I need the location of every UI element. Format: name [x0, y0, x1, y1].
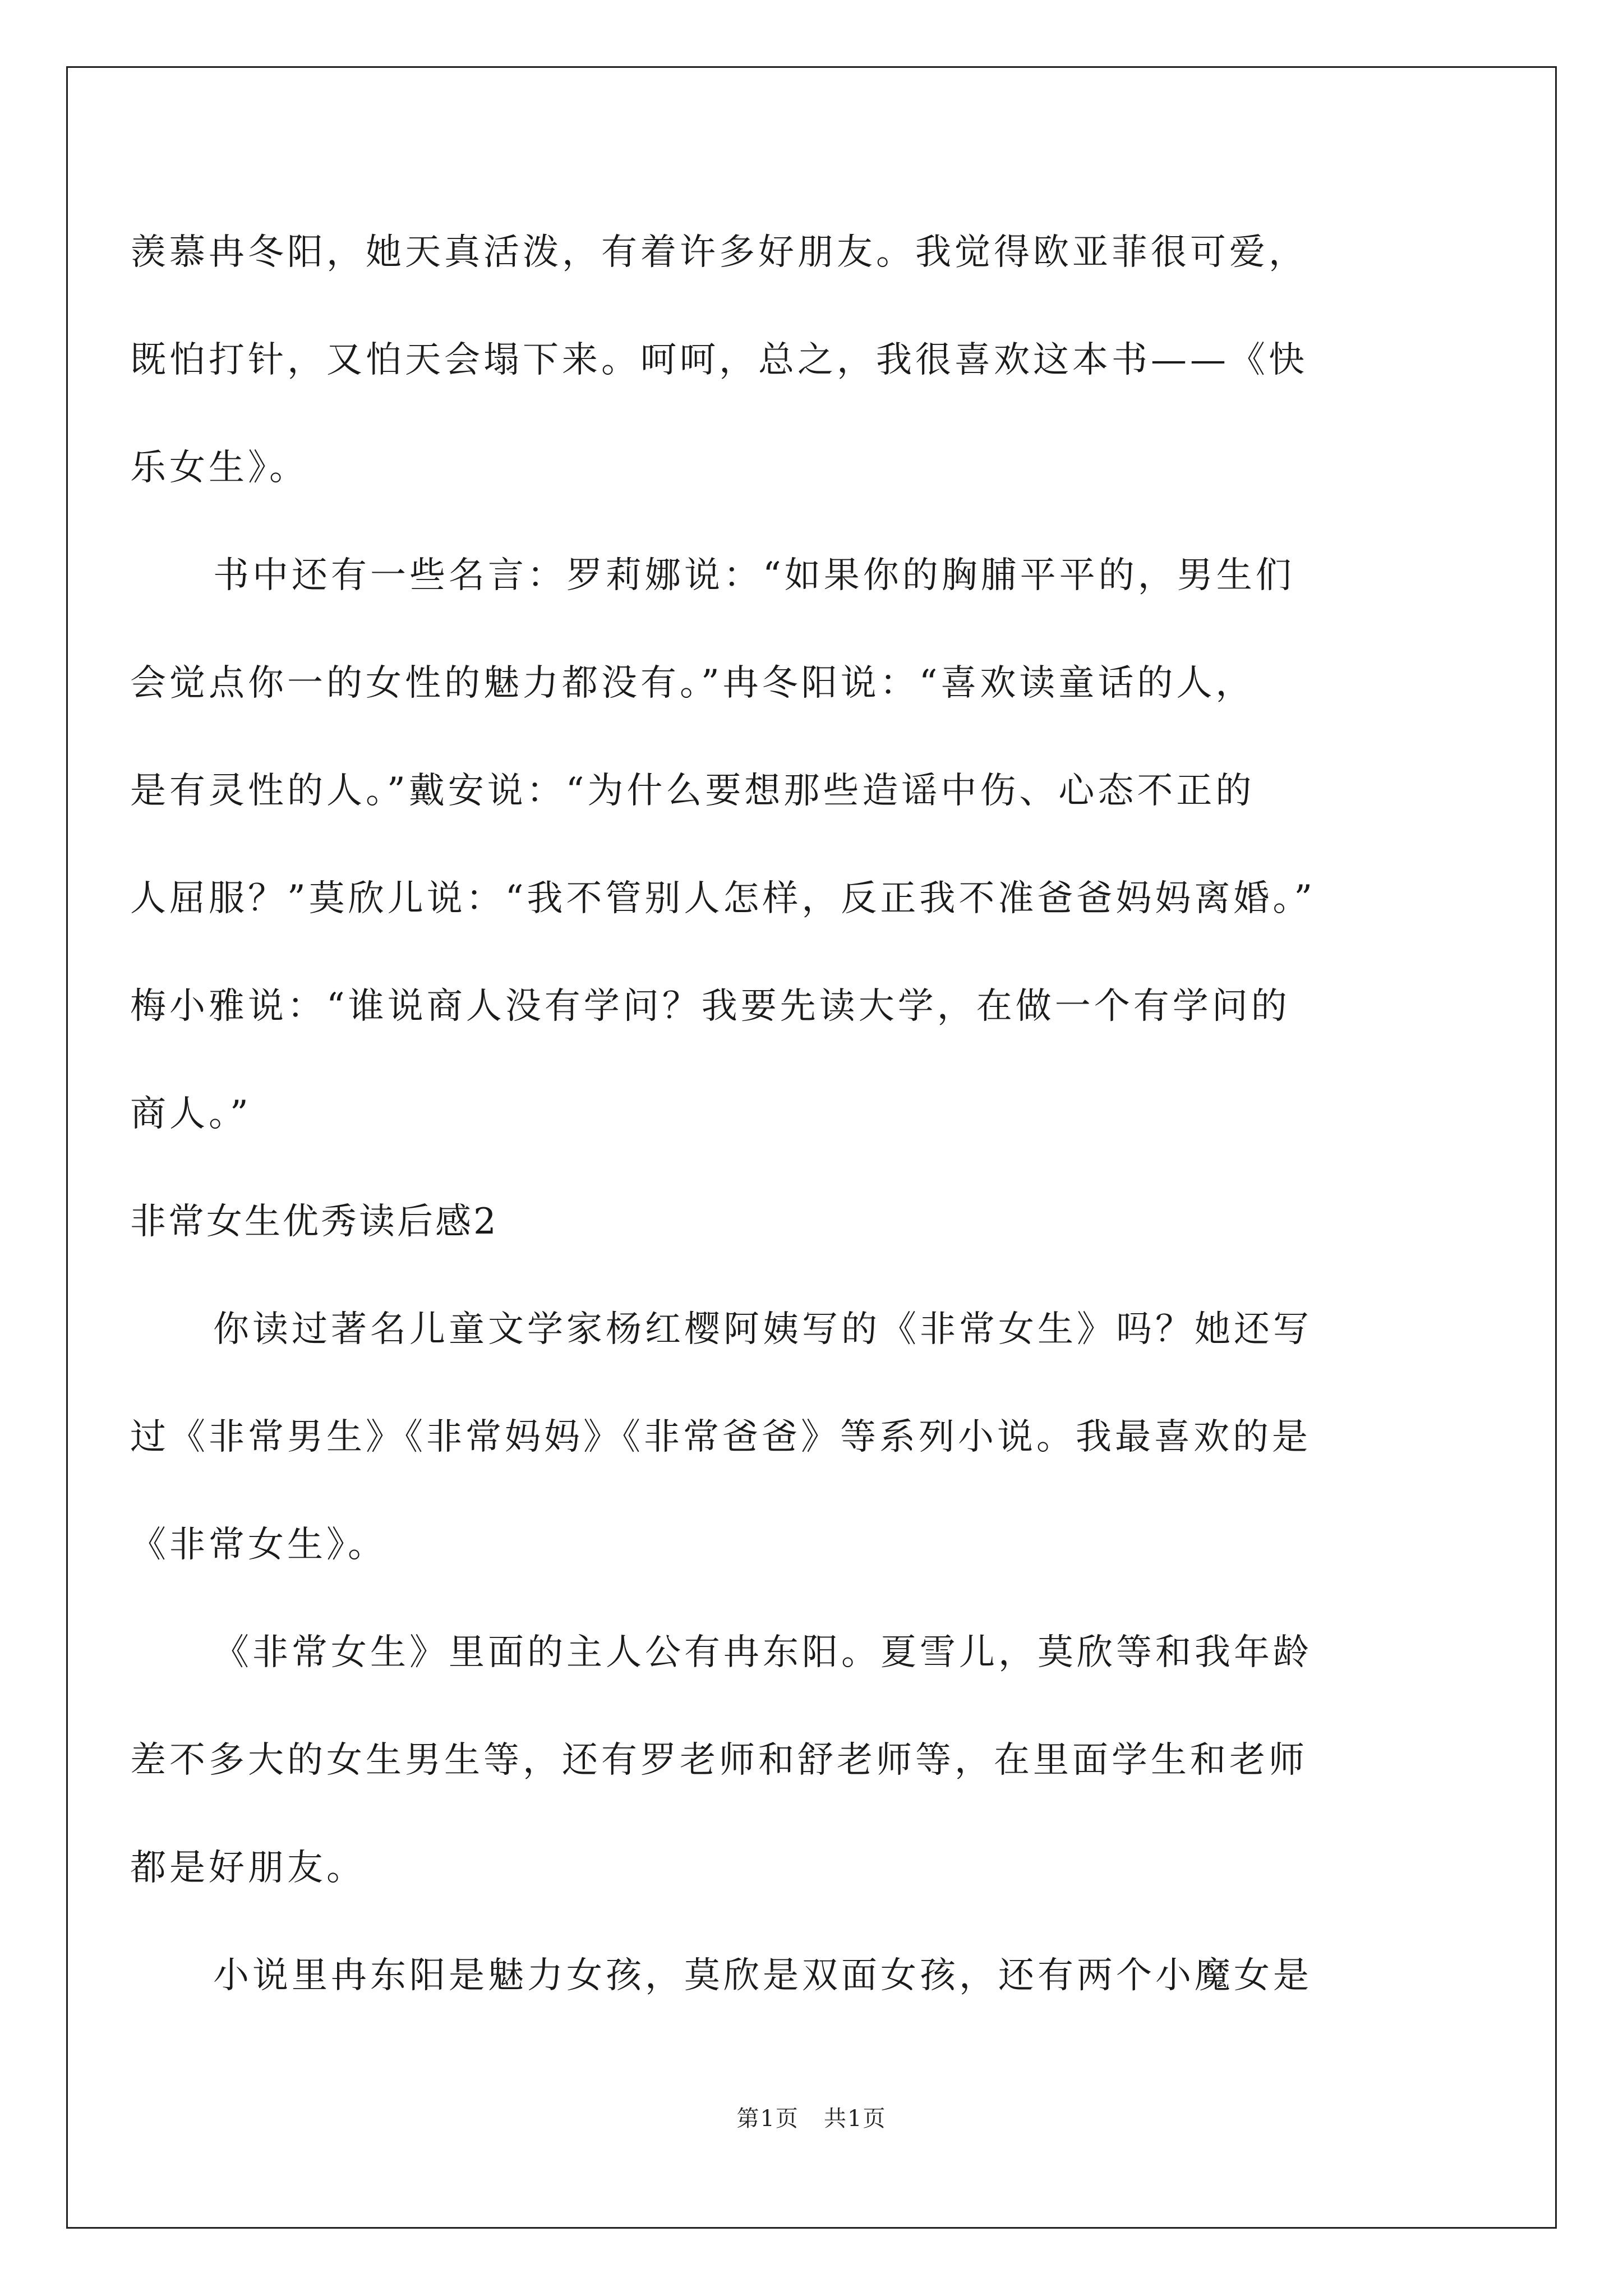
- text-line: 梅小雅说：“谁说商人没有学问？我要先读大学，在做一个有学问的: [130, 986, 1290, 1027]
- page-footer: 第1页 共1页: [736, 2106, 887, 2132]
- text-line: 是有灵性的人。”戴安说：“为什么要想那些造谣中伤、心态不正的: [130, 770, 1255, 812]
- text-line: 都是好朋友。: [130, 1847, 366, 1889]
- text-line: 差不多大的女生男生等，还有罗老师和舒老师等，在里面学生和老师: [130, 1740, 1308, 1781]
- text-line: 书中还有一些名言：罗莉娜说：“如果你的胸脯平平的，男生们: [213, 555, 1295, 596]
- text-line: 既怕打针，又怕天会塌下来。呵呵，总之，我很喜欢这本书——《快: [130, 339, 1308, 381]
- text-line: 小说里冉东阳是魅力女孩，莫欣是双面女孩，还有两个小魔女是: [213, 1955, 1312, 1996]
- text-line: 乐女生》。: [130, 447, 308, 489]
- text-line: 过《非常男生》《非常妈妈》《非常爸爸》等系列小说。我最喜欢的是: [130, 1416, 1311, 1458]
- page-border: [66, 66, 1557, 2229]
- section-heading: 非常女生优秀读后感2: [130, 1201, 499, 1243]
- text-line: 《非常女生》。: [130, 1524, 387, 1566]
- text-line: 人屈服？”莫欣儿说：“我不管别人怎样，反正我不准爸爸妈妈离婚。”: [130, 878, 1316, 919]
- text-line: 会觉点你一的女性的魅力都没有。”冉冬阳说：“喜欢读童话的人，: [130, 662, 1255, 704]
- text-line: 《非常女生》里面的主人公有冉东阳。夏雪儿，莫欣等和我年龄: [213, 1632, 1312, 1673]
- text-line: 羡慕冉冬阳，她天真活泼，有着许多好朋友。我觉得欧亚菲很可爱，: [130, 232, 1308, 273]
- text-line: 商人。”: [130, 1093, 252, 1135]
- text-line: 你读过著名儿童文学家杨红樱阿姨写的《非常女生》吗？她还写: [213, 1309, 1312, 1350]
